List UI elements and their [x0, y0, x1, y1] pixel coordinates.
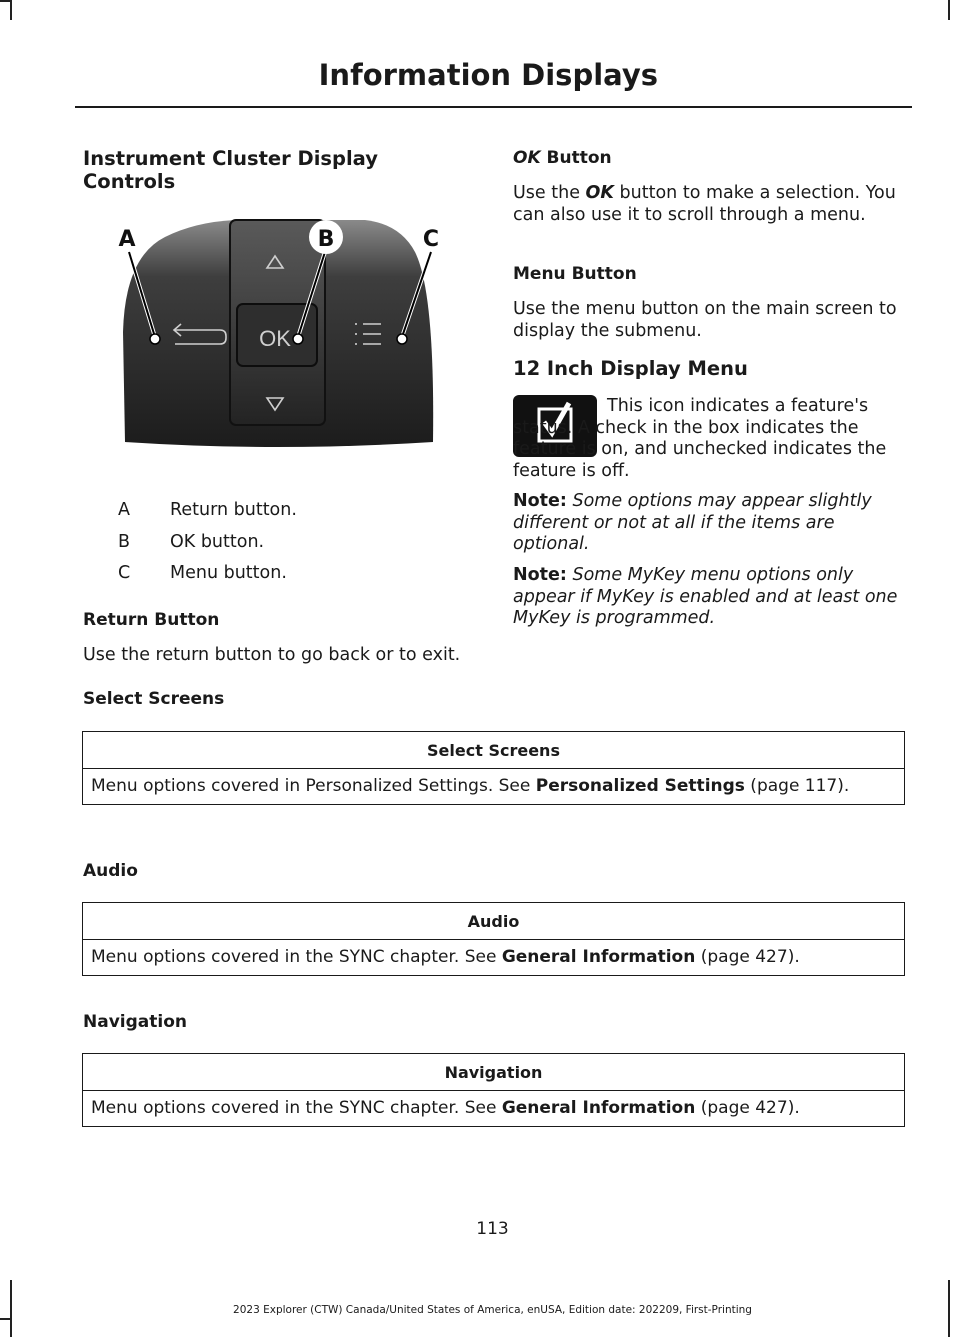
ok-button-heading: OK Button — [513, 148, 612, 168]
menu-button-text: Use the menu button on the main screen to display the submenu. — [513, 299, 897, 341]
table-header: Select Screens — [83, 732, 905, 769]
legend-item: C Menu button. — [118, 563, 287, 583]
page-footer: 2023 Explorer (CTW) Canada/United States of America, enUSA, Edition date: 202209, First-Printing — [233, 1304, 752, 1316]
table-cell: Menu options covered in the SYNC chapter. See General Information (page 427). — [83, 1091, 905, 1127]
ok-button-text: Use the OK button to make a selection. You can also use it to scroll through a menu. — [513, 183, 896, 225]
page-number: 113 — [476, 1219, 509, 1239]
crop-mark — [0, 0, 10, 2]
audio-heading: Audio — [83, 861, 138, 881]
crop-mark — [10, 0, 12, 20]
section-title: Instrument Cluster Display Controls — [83, 147, 378, 193]
select-screens-table — [82, 731, 905, 805]
legend-item: B OK button. — [118, 532, 265, 552]
menu-button-heading: Menu Button — [513, 264, 637, 284]
crop-mark — [948, 0, 950, 20]
return-button-heading: Return Button — [83, 610, 220, 630]
callout-a: A — [118, 227, 136, 252]
ok-key-label: OK — [259, 326, 291, 351]
table-header: Navigation — [83, 1054, 905, 1091]
cross-reference-link[interactable]: General Information — [501, 1098, 696, 1118]
note-2: Note: Some MyKey menu options only appear if MyKey is enabled and at least one MyKey is programmed. — [513, 565, 898, 628]
legend-item: A Return button. — [118, 500, 297, 520]
audio-table — [82, 902, 905, 976]
page-header-title: Information Displays — [318, 58, 658, 92]
table-cell: Menu options covered in Personalized Settings. See Personalized Settings (page 117). — [83, 769, 905, 805]
crop-mark — [0, 1318, 10, 1320]
header-divider — [75, 106, 912, 108]
select-screens-heading: Select Screens — [83, 689, 225, 709]
callout-c: C — [422, 227, 440, 252]
icon-description-text: This icon indicates a feature's status. A check in the box indicates the feature is on, and unchecked indicates the feature is off. — [513, 396, 887, 481]
navigation-heading: Navigation — [83, 1012, 187, 1032]
callout-b: B — [317, 227, 335, 252]
display-menu-heading: 12 Inch Display Menu — [513, 357, 748, 380]
steering-controls-figure — [115, 212, 450, 462]
cross-reference-link[interactable]: Personalized Settings — [535, 776, 745, 796]
navigation-table — [82, 1053, 905, 1127]
note-1: Note: Some options may appear slightly different or not at all if the items are optional. — [513, 491, 872, 554]
cross-reference-link[interactable]: General Information — [501, 947, 696, 967]
table-cell: Menu options covered in the SYNC chapter. See General Information (page 427). — [83, 940, 905, 976]
return-button-text: Use the return button to go back or to exit. — [83, 645, 461, 665]
table-header: Audio — [83, 903, 905, 940]
